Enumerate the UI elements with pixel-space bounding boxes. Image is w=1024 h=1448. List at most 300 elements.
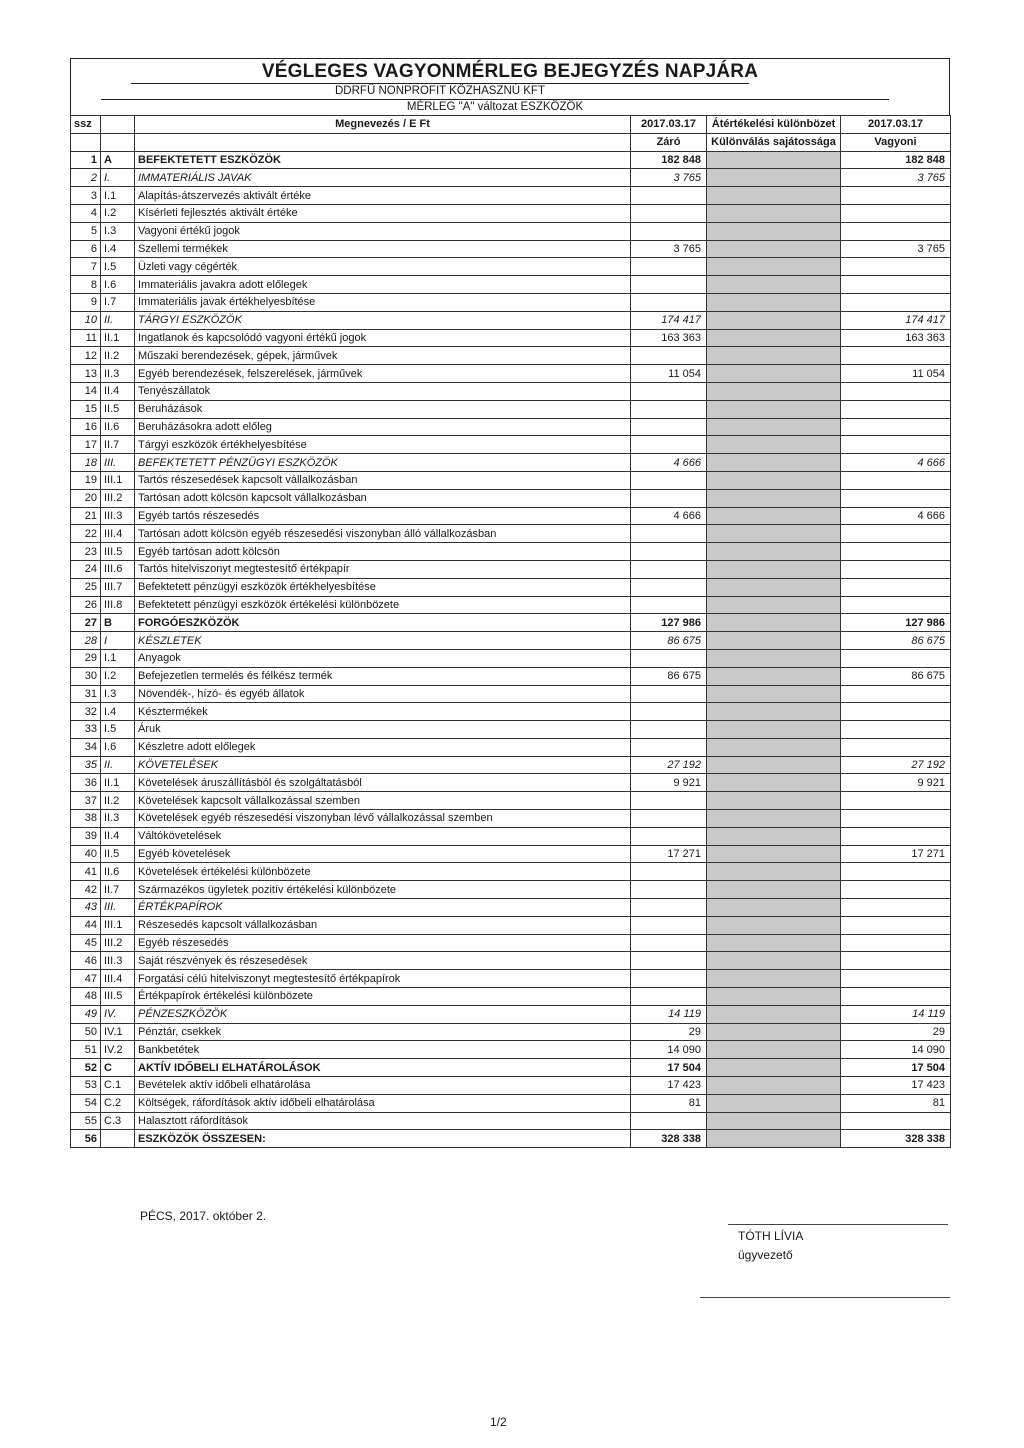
row-value-closing xyxy=(631,703,707,721)
row-value-asset xyxy=(841,970,951,988)
row-number: 41 xyxy=(71,863,101,881)
row-code: III. xyxy=(101,454,135,472)
row-number: 6 xyxy=(71,240,101,258)
row-code: II.2 xyxy=(101,792,135,810)
row-name: KÉSZLETEK xyxy=(135,632,631,650)
row-code: I.3 xyxy=(101,222,135,240)
row-name: Származékos ügyletek pozitív értékelési különbözete xyxy=(135,881,631,899)
row-number: 2 xyxy=(71,169,101,187)
row-value-closing: 3 765 xyxy=(631,169,707,187)
row-value-difference xyxy=(707,454,841,472)
table-row xyxy=(71,756,951,774)
row-value-difference xyxy=(707,1023,841,1041)
row-number: 45 xyxy=(71,934,101,952)
row-number: 49 xyxy=(71,1005,101,1023)
table-row xyxy=(71,311,951,329)
row-number: 43 xyxy=(71,899,101,917)
row-code: B xyxy=(101,614,135,632)
table-row xyxy=(71,525,951,543)
table-row xyxy=(71,454,951,472)
row-value-closing xyxy=(631,596,707,614)
table-row xyxy=(71,1041,951,1059)
row-value-asset xyxy=(841,596,951,614)
row-value-asset xyxy=(841,382,951,400)
table-row xyxy=(71,881,951,899)
row-number: 27 xyxy=(71,614,101,632)
row-code: III.1 xyxy=(101,916,135,934)
row-number: 16 xyxy=(71,418,101,436)
row-number: 37 xyxy=(71,792,101,810)
row-value-difference xyxy=(707,1059,841,1077)
row-name: BEFEKTETETT ESZKÖZÖK xyxy=(135,151,631,169)
row-value-closing xyxy=(631,899,707,917)
row-value-asset xyxy=(841,703,951,721)
table-row xyxy=(71,187,951,205)
row-name: Bankbetétek xyxy=(135,1041,631,1059)
row-name: Egyéb követelések xyxy=(135,845,631,863)
table-row xyxy=(71,1130,951,1148)
row-number: 10 xyxy=(71,311,101,329)
row-name: BEFEKTETETT PÉNZÜGYI ESZKÖZÖK xyxy=(135,454,631,472)
col-date1: 2017.03.17 xyxy=(631,116,707,134)
header-row-1 xyxy=(71,116,951,134)
row-value-asset xyxy=(841,863,951,881)
row-code: I xyxy=(101,632,135,650)
row-name: Bevételek aktív időbeli elhatárolása xyxy=(135,1077,631,1095)
row-value-difference xyxy=(707,276,841,294)
row-number: 5 xyxy=(71,222,101,240)
row-code: III.7 xyxy=(101,578,135,596)
row-name: Szellemi termékek xyxy=(135,240,631,258)
row-code: A xyxy=(101,151,135,169)
col-date2-sub: Vagyoni xyxy=(841,133,951,151)
row-number: 46 xyxy=(71,952,101,970)
row-name: PÉNZESZKÖZÖK xyxy=(135,1005,631,1023)
row-name: ÉRTÉKPAPÍROK xyxy=(135,899,631,917)
row-value-difference xyxy=(707,187,841,205)
row-value-asset xyxy=(841,276,951,294)
row-name: Kísérleti fejlesztés aktivált értéke xyxy=(135,204,631,222)
row-value-closing xyxy=(631,916,707,934)
row-code: I.7 xyxy=(101,293,135,311)
row-value-asset xyxy=(841,810,951,828)
row-code: I.6 xyxy=(101,738,135,756)
row-value-asset xyxy=(841,204,951,222)
row-value-asset xyxy=(841,489,951,507)
row-value-difference xyxy=(707,667,841,685)
row-name: Alapítás-átszervezés aktivált értéke xyxy=(135,187,631,205)
row-value-closing: 17 504 xyxy=(631,1059,707,1077)
row-name: Anyagok xyxy=(135,649,631,667)
row-value-difference xyxy=(707,222,841,240)
table-row xyxy=(71,1077,951,1095)
row-value-difference xyxy=(707,1005,841,1023)
row-number: 29 xyxy=(71,649,101,667)
row-value-asset xyxy=(841,222,951,240)
row-value-difference xyxy=(707,792,841,810)
row-number: 36 xyxy=(71,774,101,792)
row-name: IMMATERIÁLIS JAVAK xyxy=(135,169,631,187)
row-value-difference xyxy=(707,1130,841,1148)
row-name: Tenyészállatok xyxy=(135,382,631,400)
row-value-closing xyxy=(631,258,707,276)
table-row xyxy=(71,258,951,276)
table-row xyxy=(71,365,951,383)
table-row xyxy=(71,721,951,739)
row-value-difference xyxy=(707,614,841,632)
row-code: III.4 xyxy=(101,970,135,988)
row-value-difference xyxy=(707,934,841,952)
row-value-closing xyxy=(631,685,707,703)
row-value-asset: 3 765 xyxy=(841,169,951,187)
row-number: 26 xyxy=(71,596,101,614)
row-value-difference xyxy=(707,1041,841,1059)
row-number: 33 xyxy=(71,721,101,739)
row-value-closing xyxy=(631,382,707,400)
row-value-closing: 14 119 xyxy=(631,1005,707,1023)
row-value-asset: 182 848 xyxy=(841,151,951,169)
row-value-difference xyxy=(707,329,841,347)
row-value-difference xyxy=(707,881,841,899)
table-row xyxy=(71,293,951,311)
col-name: Megnevezés / E Ft xyxy=(135,116,631,134)
row-value-closing xyxy=(631,436,707,454)
table-row xyxy=(71,792,951,810)
row-value-asset xyxy=(841,792,951,810)
row-code: II. xyxy=(101,756,135,774)
row-value-closing xyxy=(631,293,707,311)
row-number: 40 xyxy=(71,845,101,863)
row-code: I.3 xyxy=(101,685,135,703)
row-value-closing: 163 363 xyxy=(631,329,707,347)
row-value-difference xyxy=(707,721,841,739)
row-value-asset xyxy=(841,685,951,703)
row-value-difference xyxy=(707,1077,841,1095)
document-title: VÉGLEGES VAGYONMÉRLEG BEJEGYZÉS NAPJÁRA xyxy=(261,61,759,82)
row-code: II.4 xyxy=(101,382,135,400)
row-value-asset xyxy=(841,525,951,543)
row-value-asset: 328 338 xyxy=(841,1130,951,1148)
row-code: III.5 xyxy=(101,988,135,1006)
row-code: II.1 xyxy=(101,329,135,347)
row-name: Tartós hitelviszonyt megtestesítő értékpapír xyxy=(135,560,631,578)
row-name: Egyéb részesedés xyxy=(135,934,631,952)
row-value-asset xyxy=(841,400,951,418)
row-code: I.4 xyxy=(101,703,135,721)
row-name: Részesedés kapcsolt vállalkozásban xyxy=(135,916,631,934)
col-diff: Átértékelési különbözet xyxy=(707,116,841,134)
row-value-closing xyxy=(631,810,707,828)
row-code: II.4 xyxy=(101,827,135,845)
table-row xyxy=(71,596,951,614)
signer-name: TÓTH LÍVIA xyxy=(738,1229,804,1243)
row-value-closing xyxy=(631,881,707,899)
row-number: 4 xyxy=(71,204,101,222)
row-value-difference xyxy=(707,489,841,507)
row-number: 19 xyxy=(71,471,101,489)
row-number: 11 xyxy=(71,329,101,347)
signature-line xyxy=(728,1224,948,1225)
row-name: Tartós részesedések kapcsolt vállalkozásban xyxy=(135,471,631,489)
row-name: Egyéb berendezések, felszerelések, járművek xyxy=(135,365,631,383)
row-value-difference xyxy=(707,685,841,703)
row-value-closing: 14 090 xyxy=(631,1041,707,1059)
table-row xyxy=(71,863,951,881)
table-row xyxy=(71,471,951,489)
row-value-asset xyxy=(841,471,951,489)
table-row xyxy=(71,810,951,828)
table-row xyxy=(71,774,951,792)
row-value-difference xyxy=(707,578,841,596)
row-code: IV.1 xyxy=(101,1023,135,1041)
col-ssz: ssz xyxy=(71,116,101,134)
table-row xyxy=(71,934,951,952)
row-value-difference xyxy=(707,418,841,436)
assets-table xyxy=(70,115,951,1148)
row-value-asset xyxy=(841,258,951,276)
row-name: Forgatási célú hitelviszonyt megtestesítő értékpapírok xyxy=(135,970,631,988)
row-value-difference xyxy=(707,845,841,863)
row-value-closing xyxy=(631,934,707,952)
table-row xyxy=(71,151,951,169)
row-value-closing xyxy=(631,1112,707,1130)
row-name: Késztermékek xyxy=(135,703,631,721)
row-code: II.3 xyxy=(101,810,135,828)
row-value-difference xyxy=(707,525,841,543)
row-number: 20 xyxy=(71,489,101,507)
table-body xyxy=(71,151,951,1148)
row-code: II.6 xyxy=(101,418,135,436)
row-number: 35 xyxy=(71,756,101,774)
row-code: IV.2 xyxy=(101,1041,135,1059)
row-code: III.8 xyxy=(101,596,135,614)
row-value-difference xyxy=(707,596,841,614)
row-value-difference xyxy=(707,774,841,792)
row-name: Váltókövetelések xyxy=(135,827,631,845)
row-value-asset: 163 363 xyxy=(841,329,951,347)
row-value-closing: 127 986 xyxy=(631,614,707,632)
row-code: IV. xyxy=(101,1005,135,1023)
row-code: I.4 xyxy=(101,240,135,258)
row-value-asset: 14 090 xyxy=(841,1041,951,1059)
row-code xyxy=(101,1130,135,1148)
table-row xyxy=(71,916,951,934)
table-row xyxy=(71,436,951,454)
row-value-difference xyxy=(707,471,841,489)
row-code: II. xyxy=(101,311,135,329)
row-number: 21 xyxy=(71,507,101,525)
table-row xyxy=(71,578,951,596)
row-value-closing: 29 xyxy=(631,1023,707,1041)
row-value-difference xyxy=(707,258,841,276)
row-name: Vagyoni értékű jogok xyxy=(135,222,631,240)
table-row xyxy=(71,560,951,578)
signature-line-2 xyxy=(700,1297,950,1298)
table-row xyxy=(71,988,951,1006)
row-number: 1 xyxy=(71,151,101,169)
page-number: 1/2 xyxy=(490,1415,507,1429)
row-number: 54 xyxy=(71,1094,101,1112)
table-row xyxy=(71,738,951,756)
row-value-asset: 3 765 xyxy=(841,240,951,258)
place-date: PÉCS, 2017. október 2. xyxy=(140,1209,267,1223)
row-name: Beruházások xyxy=(135,400,631,418)
row-value-closing xyxy=(631,543,707,561)
row-number: 51 xyxy=(71,1041,101,1059)
row-value-difference xyxy=(707,436,841,454)
table-row xyxy=(71,1023,951,1041)
row-name: Immateriális javak értékhelyesbítése xyxy=(135,293,631,311)
row-value-difference xyxy=(707,952,841,970)
row-code: III.3 xyxy=(101,507,135,525)
row-value-difference xyxy=(707,970,841,988)
row-code: C.2 xyxy=(101,1094,135,1112)
table-row xyxy=(71,507,951,525)
row-code: I.1 xyxy=(101,649,135,667)
row-number: 31 xyxy=(71,685,101,703)
table-row xyxy=(71,489,951,507)
col-date1-sub: Záró xyxy=(631,133,707,151)
row-value-closing: 11 054 xyxy=(631,365,707,383)
row-value-closing: 27 192 xyxy=(631,756,707,774)
row-value-difference xyxy=(707,311,841,329)
row-value-closing: 86 675 xyxy=(631,632,707,650)
row-number: 39 xyxy=(71,827,101,845)
row-code: I.5 xyxy=(101,258,135,276)
row-value-closing xyxy=(631,952,707,970)
table-row xyxy=(71,899,951,917)
row-value-difference xyxy=(707,543,841,561)
row-name: Beruházásokra adott előleg xyxy=(135,418,631,436)
row-name: Követelések egyéb részesedési viszonyban lévő vállalkozással szemben xyxy=(135,810,631,828)
row-value-difference xyxy=(707,988,841,1006)
row-value-difference xyxy=(707,560,841,578)
row-number: 28 xyxy=(71,632,101,650)
table-row xyxy=(71,1059,951,1077)
row-code: II.2 xyxy=(101,347,135,365)
row-number: 48 xyxy=(71,988,101,1006)
company-name: DDRFÜ NONPROFIT KÖZHASZNÚ KFT xyxy=(131,83,749,99)
row-name: AKTÍV IDŐBELI ELHATÁROLÁSOK xyxy=(135,1059,631,1077)
row-number: 23 xyxy=(71,543,101,561)
row-value-asset: 17 504 xyxy=(841,1059,951,1077)
row-name: Követelések kapcsolt vállalkozással szemben xyxy=(135,792,631,810)
col-diff-sub: Különválás sajátossága xyxy=(707,133,841,151)
row-number: 34 xyxy=(71,738,101,756)
table-row xyxy=(71,1094,951,1112)
row-name: Követelések értékelési különbözete xyxy=(135,863,631,881)
row-value-difference xyxy=(707,365,841,383)
row-name: Immateriális javakra adott előlegek xyxy=(135,276,631,294)
row-value-asset xyxy=(841,543,951,561)
row-code: C xyxy=(101,1059,135,1077)
row-code: II.3 xyxy=(101,365,135,383)
title-block xyxy=(70,58,950,115)
row-value-difference xyxy=(707,649,841,667)
row-value-asset: 29 xyxy=(841,1023,951,1041)
balance-variant: MÉRLEG "A" változat ESZKÖZÖK xyxy=(101,99,889,115)
row-value-difference xyxy=(707,916,841,934)
table-row xyxy=(71,276,951,294)
row-value-asset xyxy=(841,649,951,667)
row-value-asset xyxy=(841,952,951,970)
row-value-closing: 17 271 xyxy=(631,845,707,863)
row-value-asset: 86 675 xyxy=(841,667,951,685)
row-code: II.7 xyxy=(101,436,135,454)
row-number: 55 xyxy=(71,1112,101,1130)
row-number: 13 xyxy=(71,365,101,383)
table-row xyxy=(71,845,951,863)
row-name: Értékpapírok értékelési különbözete xyxy=(135,988,631,1006)
row-name: Egyéb tartós részesedés xyxy=(135,507,631,525)
row-number: 42 xyxy=(71,881,101,899)
table-row xyxy=(71,827,951,845)
row-value-asset xyxy=(841,1112,951,1130)
row-value-asset: 4 666 xyxy=(841,454,951,472)
row-value-asset: 86 675 xyxy=(841,632,951,650)
row-number: 15 xyxy=(71,400,101,418)
row-value-closing xyxy=(631,525,707,543)
table-row xyxy=(71,685,951,703)
table-row xyxy=(71,632,951,650)
row-value-asset xyxy=(841,827,951,845)
row-value-asset xyxy=(841,916,951,934)
row-value-closing xyxy=(631,400,707,418)
row-value-closing xyxy=(631,827,707,845)
row-value-closing: 3 765 xyxy=(631,240,707,258)
row-value-closing xyxy=(631,489,707,507)
row-code: III.2 xyxy=(101,489,135,507)
row-name: Üzleti vagy cégérték xyxy=(135,258,631,276)
table-row xyxy=(71,204,951,222)
row-name: Pénztár, csekkek xyxy=(135,1023,631,1041)
row-value-closing xyxy=(631,988,707,1006)
row-value-asset: 17 423 xyxy=(841,1077,951,1095)
row-name: Ingatlanok és kapcsolódó vagyoni értékű jogok xyxy=(135,329,631,347)
row-value-closing xyxy=(631,222,707,240)
row-number: 17 xyxy=(71,436,101,454)
row-value-asset xyxy=(841,721,951,739)
row-name: Költségek, ráfordítások aktív időbeli elhatárolása xyxy=(135,1094,631,1112)
row-value-closing xyxy=(631,792,707,810)
row-value-asset xyxy=(841,347,951,365)
row-name: Tartósan adott kölcsön kapcsolt vállalkozásban xyxy=(135,489,631,507)
row-code: C.1 xyxy=(101,1077,135,1095)
table-row xyxy=(71,418,951,436)
row-value-closing xyxy=(631,970,707,988)
table-row xyxy=(71,649,951,667)
row-value-asset xyxy=(841,293,951,311)
row-name: Áruk xyxy=(135,721,631,739)
row-number: 22 xyxy=(71,525,101,543)
table-row xyxy=(71,1112,951,1130)
row-code: III.4 xyxy=(101,525,135,543)
table-row xyxy=(71,970,951,988)
table-row xyxy=(71,400,951,418)
row-number: 18 xyxy=(71,454,101,472)
header-row-2 xyxy=(71,133,951,151)
row-value-closing xyxy=(631,721,707,739)
row-number: 50 xyxy=(71,1023,101,1041)
row-value-difference xyxy=(707,863,841,881)
row-code: I.1 xyxy=(101,187,135,205)
row-number: 56 xyxy=(71,1130,101,1148)
row-value-asset: 14 119 xyxy=(841,1005,951,1023)
row-value-asset xyxy=(841,738,951,756)
row-value-closing: 182 848 xyxy=(631,151,707,169)
row-name: Műszaki berendezések, gépek, járművek xyxy=(135,347,631,365)
row-value-asset xyxy=(841,988,951,1006)
